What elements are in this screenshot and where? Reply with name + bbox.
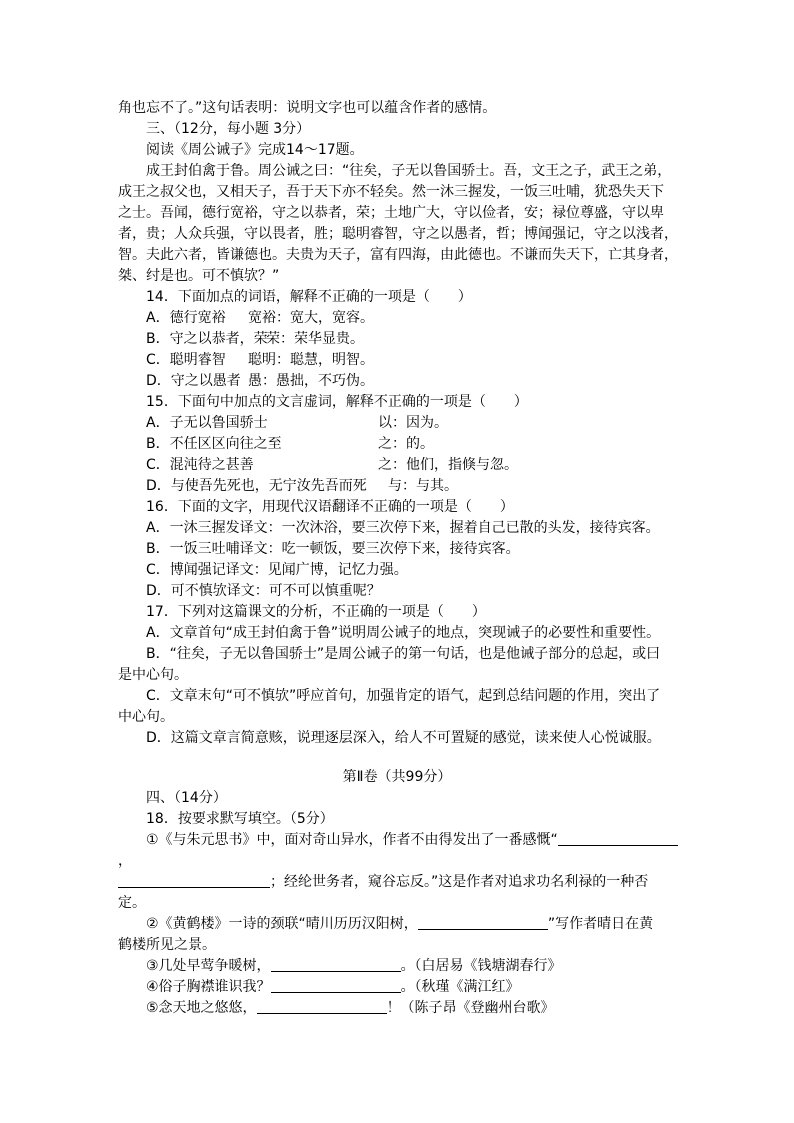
q16-option: C．博闻强记译文：见闻广博，记忆力强。	[146, 562, 408, 578]
fill-blank[interactable]	[271, 957, 401, 972]
option-text: B．不任区区向往之至	[146, 436, 282, 452]
q14-option	[146, 371, 374, 392]
fill-blank[interactable]	[558, 831, 678, 846]
option-explanation: 之：的。	[378, 436, 434, 452]
q17-option: A．文章首句“成王封伯禽于鲁”说明周公诫子的地点，突现诫子的必要性和重要性。	[146, 625, 661, 641]
q18-item-2-cont: 鹤楼所见之景。	[118, 937, 216, 953]
q16-option: D．可不慎欤译文：可不可以慎重呢？	[146, 583, 381, 599]
q18-item-1-end: 定。	[118, 895, 146, 911]
q17-option-cont: 是中心句。	[118, 667, 188, 683]
q15-option	[146, 455, 518, 476]
q17-option: C．文章末句“可不慎欤”呼应首句，加强肯定的语气，起到总结问题的作用，突出了	[146, 688, 661, 704]
item-text: ”写作者晴日在黄	[547, 916, 654, 932]
q15-option	[146, 434, 434, 455]
passage-line: 成王封伯禽于鲁。周公诫之曰：“往矣，子无以鲁国骄士。吾，文王之子，武王之弟，	[146, 163, 672, 179]
q18-item-3	[146, 956, 562, 977]
section-4-title: 四、（14分）	[146, 790, 227, 806]
option-text: B．守之以恭者，荣	[146, 331, 268, 347]
item-text: ①《与朱元思书》中，面对奇山异水，作者不由得发出了一番感慨“	[146, 832, 558, 848]
option-text: A．德行宽裕	[146, 310, 226, 326]
item-text: ⑤念天地之悠悠，	[146, 1000, 257, 1016]
q18-stem: 18．按要求默写填空。（5分）	[146, 811, 334, 827]
q18-item-5	[146, 998, 555, 1019]
option-explanation: 以：因为。	[378, 415, 448, 431]
q16-option: A．一沐三握发译文：一次沐浴，要三次停下来，握着自己已散的头发，接待宾客。	[146, 520, 660, 536]
option-text: C．混沌待之甚善	[146, 457, 254, 473]
volume-2-title: 第Ⅱ卷（共99分）	[342, 769, 452, 785]
option-explanation: 宽裕：宽大，宽容。	[248, 310, 374, 326]
q14-option	[146, 329, 364, 350]
q14-stem: 14．下面加点的词语，解释不正确的一项是（ ）	[146, 289, 472, 305]
q15-stem: 15．下面句中加点的文言虚词，解释不正确的一项是（ ）	[146, 394, 528, 410]
fill-blank[interactable]	[118, 873, 270, 888]
option-explanation: 荣：荣华显贵。	[266, 331, 364, 347]
item-text: ！（陈子昂《登幽州台歌》	[386, 1000, 555, 1016]
passage-line: 者，贵；人众兵强，守以畏者，胜；聪明睿智，守之以愚者，哲；博闻强记，守之以浅者，	[118, 226, 678, 242]
q17-option: D．这篇文章言简意赅，说理逐层深入，给人不可置疑的感觉，读来使人心悦诚服。	[146, 730, 661, 746]
fill-blank[interactable]	[257, 999, 387, 1014]
option-text: D．与使吾先死也，无宁汝先吾而死	[146, 478, 367, 494]
item-text: 。（白居易《钱塘湖春行》	[400, 958, 562, 974]
q17-option: B．“往矣，子无以鲁国骄士”是周公诫子的第一句话，也是他诫子部分的总起，或曰	[146, 646, 661, 662]
section-3-title: 三、（12分，每小题 3分）	[146, 121, 311, 137]
paragraph-end: 角也忘不了。”这句话表明：说明文字也可以蕴含作者的感情。	[118, 100, 497, 116]
q16-option: B．一饭三吐哺译文：吃一顿饭，要三次停下来，接待宾客。	[146, 541, 520, 557]
passage-line: 智。夫此六者，皆谦德也。夫贵为天子，富有四海，由此德也。不谦而失天下，亡其身者，	[118, 247, 678, 263]
section-3-instruction: 阅读《周公诫子》完成14～17题。	[146, 142, 364, 158]
item-text: ②《黄鹤楼》一诗的颈联“晴川历历汉阳树，	[146, 916, 418, 932]
passage-line: 成王之叔父也，又相天子，吾于天下亦不轻矣。然一沐三握发，一饭三吐哺，犹恐失天下	[118, 184, 664, 200]
item-text: ；经纶世务者，窥谷忘反。”这是作者对追求功名利禄的一种否	[270, 874, 649, 890]
fill-blank[interactable]	[271, 978, 401, 993]
q18-item-1	[146, 830, 678, 851]
q17-option-cont: 中心句。	[118, 709, 174, 725]
q15-option	[146, 413, 448, 434]
q18-item-4	[146, 977, 520, 998]
q14-option	[146, 350, 374, 371]
option-explanation: 聪明：聪慧，明智。	[248, 352, 374, 368]
q18-item-1-comma: ，	[118, 853, 132, 869]
option-explanation: 愚：愚拙，不巧伪。	[248, 373, 374, 389]
option-explanation: 与：与其。	[388, 478, 458, 494]
option-text: A．子无以鲁国骄士	[146, 415, 268, 431]
q14-option	[146, 308, 374, 329]
q15-option	[146, 476, 458, 497]
q16-stem: 16．下面的文字，用现代汉语翻译不正确的一项是（ ）	[146, 499, 514, 515]
option-text: D．守之以愚者	[146, 373, 241, 389]
passage-line: 之士。吾闻，德行宽裕，守之以恭者，荣；土地广大，守以俭者，安；禄位尊盛，守以卑	[118, 205, 664, 221]
option-text: C．聪明睿智	[146, 352, 226, 368]
item-text: 。（秋瑾《满江红》	[400, 979, 520, 995]
passage-line: 桀、纣是也。可不慎欤？”	[118, 268, 280, 284]
fill-blank[interactable]	[418, 915, 548, 930]
option-explanation: 之：他们，指倏与忽。	[378, 457, 518, 473]
q18-item-2	[146, 914, 653, 935]
item-text: ④俗子胸襟谁识我？	[146, 979, 271, 995]
q17-stem: 17．下列对这篇课文的分析，不正确的一项是（ ）	[146, 604, 486, 620]
item-text: ③几处早莺争暖树，	[146, 958, 271, 974]
q18-item-1-cont	[118, 872, 648, 893]
